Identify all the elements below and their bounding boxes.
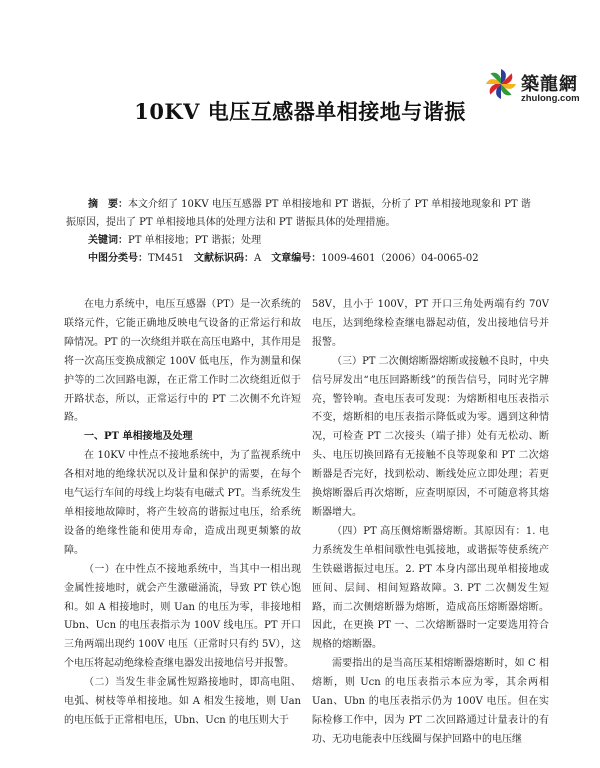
paragraph: （二）当发生非金属性短路接地时，即高电阻、电弧、树枝等单相接地。如 A 相发生接地，则 Uan 的电压低于正常相电压，Ubn、Ucn 的电压则大于 — [64, 677, 301, 726]
abstract-block — [66, 196, 536, 268]
logo-url: zhulong.com — [521, 93, 580, 104]
paper-title: 10KV 电压互感器单相接地与谐振 — [134, 99, 466, 124]
paragraph: 在 10KV 中性点不接地系统中，为了监视系统中各相对地的绝缘状况以及计量和保护的需要，在每个电气运行车间的母线上均装有电磁式 PT。当系统发生单相接地故障时，将产生较高的谐振过电压，给系统设备的绝缘性能和使用寿命，造成出现更频繁的故障。 — [64, 450, 301, 556]
clc-field — [88, 253, 184, 264]
section-heading-1: 一、PT 单相接地及处理 — [84, 431, 193, 443]
keywords-label: 关键词： — [88, 235, 128, 246]
paragraph: （一）在中性点不接地系统中，当其中一相出现金属性接地时，就会产生激磁涌流，导致 PT 铁心饱和。如 A 相接地时，则 Uan 的电压为零，非接地相 Ubn、Ucn 的电压表指示为 100V 线电压。PT 开口三角两端出现约 100V 电压（正常时只有约 5V），这个电压将起动绝缘检查继电器发出接地信号并报警。 — [64, 563, 301, 670]
abstract-label: 摘 要： — [88, 199, 128, 210]
clc-label: 中图分类号： — [88, 253, 148, 264]
article-no-field — [271, 253, 478, 264]
paragraph: 需要指出的是当高压某相熔断器熔断时，如 C 相熔断，则 Ucn 的电压表指示本应为零，其余两相 Uan、Ubn 的电压表指示仍为 100V 电压。但在实际检修工作中，因为 PT 二次回路通过计量表计的有功、无功电能表中压线圈与保护回路中的电压继 — [312, 658, 549, 745]
paragraph: （四）PT 高压侧熔断器熔断。其原因有：1. 电力系统发生单相间歇性电弧接地，或谐振等使系统产生铁磁谐振过电压。2. PT 本身内部出现单相接地或匝间、层间、相间短路故障。3. PT 二次侧发生短路，而二次侧熔断器为熔断，造成高压熔断器熔断。因此，在更换 PT 一、二次熔断器时一定要选用符合规格的熔断器。 — [312, 525, 549, 651]
paragraph: （三）PT 二次侧熔断器熔断或接触不良时，中央信号屏发出“电压回路断线”的预告信号，同时光字牌亮，警铃响。查电压表可发现：为熔断相电压表指示不变，熔断相的电压表指示降低或为零。遇到这种情况，可检查 PT 二次接头（端子排）处有无松动、断头、电压切换回路有无接触不良等现象和 PT 二次熔断器是否完好，找到松动、断线处应立即处理；若更换熔断器后再次熔断，应查明原因，不可随意将其熔断器增大。 — [312, 355, 549, 518]
paragraph: 58V，且小于 100V，PT 开口三角处两端有约 70V 电压，达到绝缘检查继电器起动值，发出接地信号并报警。 — [312, 299, 549, 348]
doc-code-field — [194, 253, 261, 264]
right-column — [312, 296, 549, 750]
abstract-text — [66, 196, 536, 232]
doc-code-value: A — [254, 253, 262, 264]
keywords-row — [66, 232, 536, 250]
doc-code-label: 文献标识码： — [194, 253, 254, 264]
keywords-value: PT 单相接地；PT 谐振；处理 — [128, 235, 262, 246]
left-column — [64, 296, 301, 731]
abstract-body: 本文介绍了 10KV 电压互感器 PT 单相接地和 PT 谐振，分析了 PT 单相接地现象和 PT 谐振原因，提出了 PT 单相接地具体的处理方法和 PT 谐振具体的处理措施。 — [66, 199, 531, 228]
intro-paragraph: 在电力系统中，电压互感器（PT）是一次系统的联络元件，它能正确地反映电气设备的正常运行和故障情况。PT 的一次绕组并联在高压电路中，其作用是将一次高压变换成额定 100V 低电压，作为测量和保护等的二次回路电源，在正常工作时二次绕组近似于开路状态，所以，正常运行中的 PT 二次侧不允许短路。 — [64, 299, 301, 424]
clc-value: TM451 — [148, 253, 184, 264]
article-no-value: 1009-4601（2006）04-0065-02 — [321, 253, 479, 264]
article-no-label: 文章编号： — [271, 253, 322, 264]
classification-row — [66, 250, 536, 268]
logo-name: 築龍網 — [521, 74, 578, 95]
